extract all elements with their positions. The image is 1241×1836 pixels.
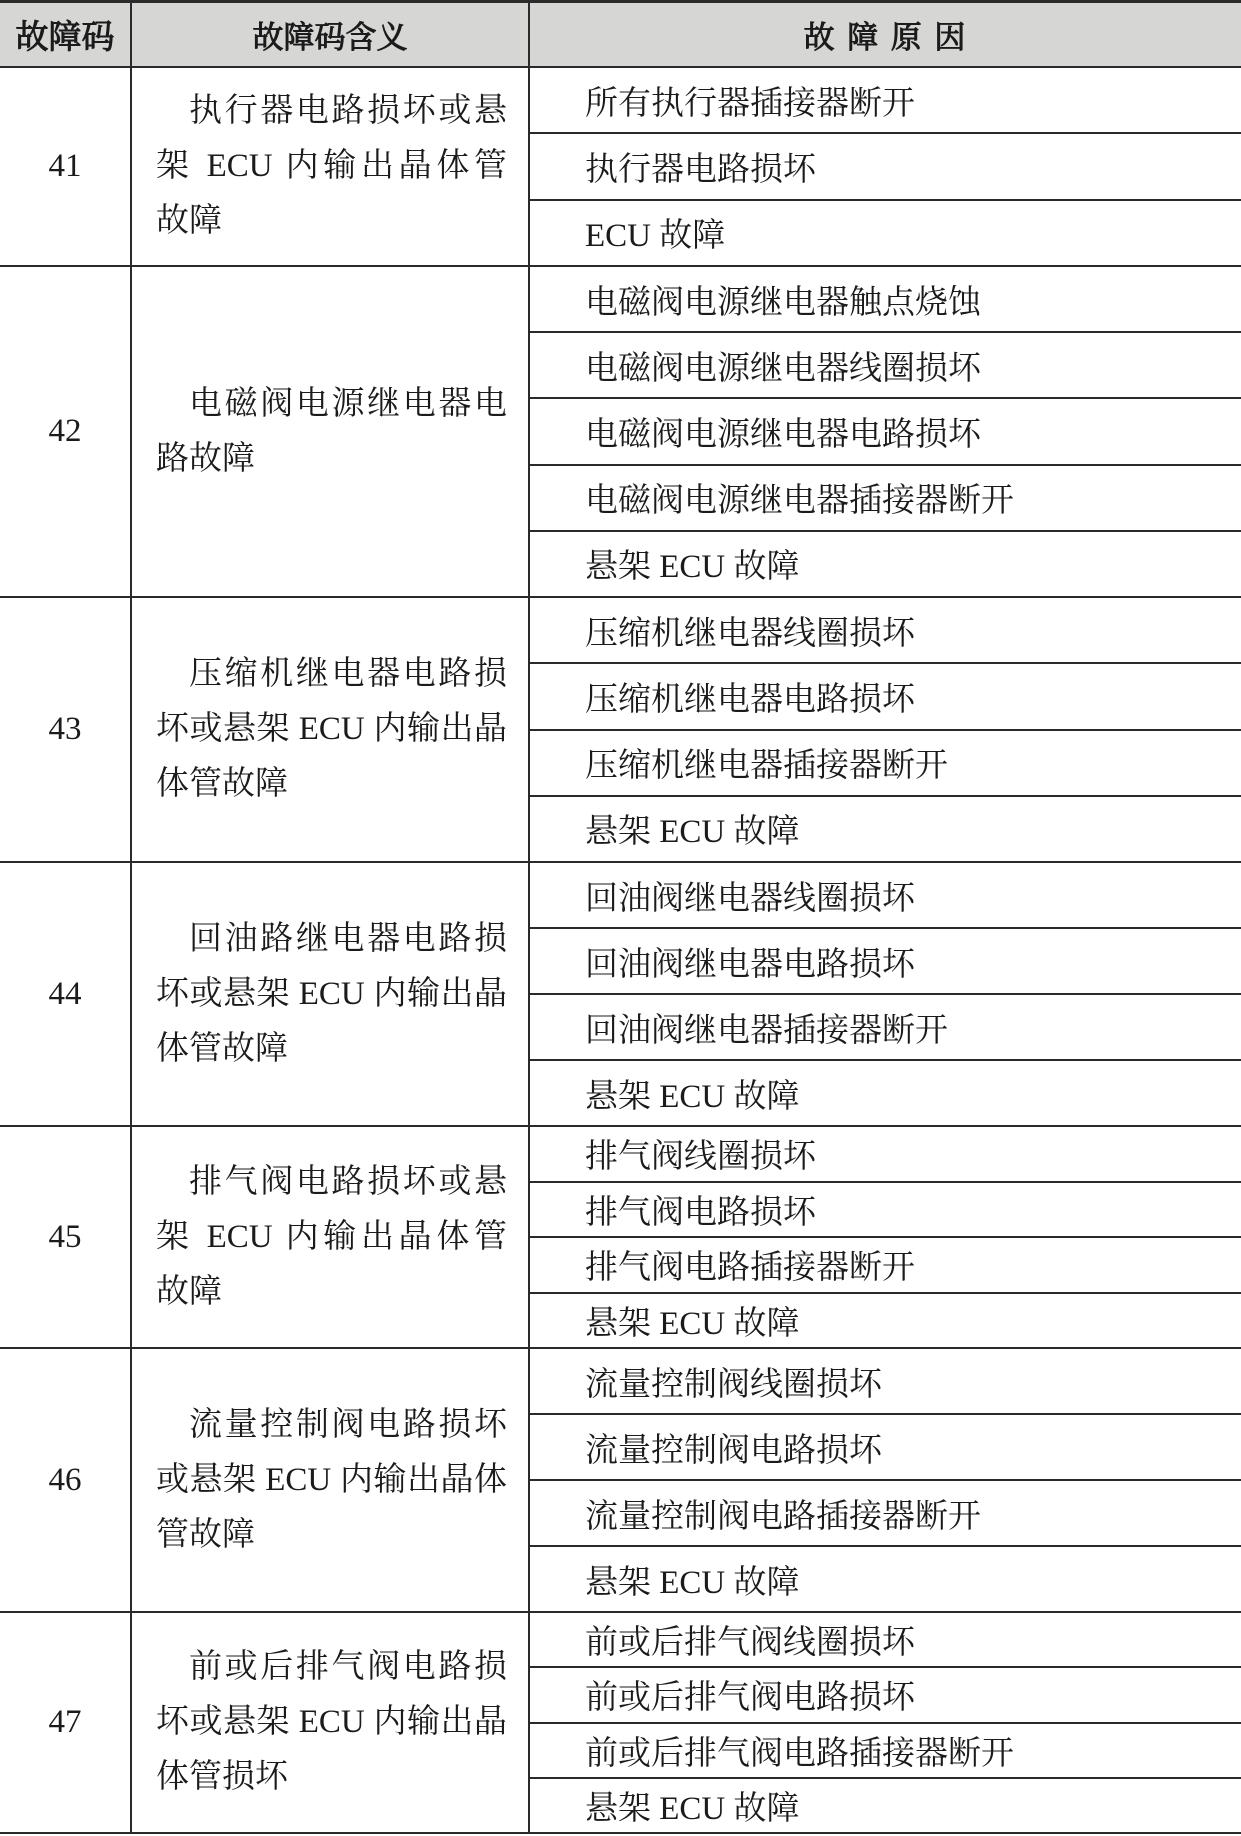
fault-cause-cell <box>530 201 1241 265</box>
fault-cause-cell <box>530 1547 1241 1611</box>
fault-meaning-line: 路故障 <box>156 440 255 477</box>
fault-cause: 回油阀继电器线圈损坏 <box>585 880 915 917</box>
fault-code-cell <box>0 68 132 265</box>
fault-cause-cell <box>530 731 1241 797</box>
fault-cause: 前或后排气阀电路插接器断开 <box>585 1735 1014 1772</box>
fault-cause: 流量控制阀电路插接器断开 <box>585 1498 981 1535</box>
header-fault-code-cell <box>0 3 132 66</box>
fault-cause-cell <box>530 929 1241 995</box>
fault-cause-cell <box>530 466 1241 532</box>
fault-meaning-line: 执行器电路损坏或悬 <box>189 93 507 129</box>
header-fault-meaning-cell <box>132 3 530 66</box>
fault-cause-cell <box>530 267 1241 333</box>
fault-code: 47 <box>48 1704 82 1740</box>
table-row <box>0 1349 1241 1613</box>
fault-cause: 前或后排气阀电路损坏 <box>585 1680 915 1717</box>
fault-cause-cell <box>530 134 1241 200</box>
fault-cause-cell <box>530 1481 1241 1547</box>
fault-cause: 所有执行器插接器断开 <box>585 85 915 122</box>
fault-meaning-line: 架 ECU 内输出晶体管 <box>156 148 507 184</box>
fault-cause-cell <box>530 1779 1241 1832</box>
fault-cause-cell <box>530 1294 1241 1348</box>
fault-cause-cell <box>530 532 1241 596</box>
fault-code: 42 <box>48 413 82 449</box>
fault-code: 43 <box>48 711 82 747</box>
fault-meaning <box>156 84 507 249</box>
fault-meaning <box>156 912 507 1077</box>
fault-cause: 悬架 ECU 故障 <box>585 1790 800 1827</box>
fault-meaning-line: 前或后排气阀电路损 <box>189 1649 507 1685</box>
fault-cause: 前或后排气阀线圈损坏 <box>585 1625 915 1662</box>
fault-causes <box>530 267 1241 596</box>
fault-meaning-cell <box>132 1127 530 1347</box>
fault-cause-cell <box>530 1183 1241 1239</box>
fault-cause-cell <box>530 399 1241 465</box>
fault-cause-cell <box>530 598 1241 664</box>
fault-meaning-line: 故障 <box>156 1273 222 1310</box>
fault-cause: 排气阀线圈损坏 <box>585 1139 816 1176</box>
fault-code: 45 <box>48 1218 82 1255</box>
fault-cause: ECU 故障 <box>585 218 726 255</box>
table-row <box>0 267 1241 598</box>
fault-meaning-cell <box>132 68 530 265</box>
header-fault-meaning-label: 故障码含义 <box>252 20 408 55</box>
fault-cause-cell <box>530 1127 1241 1183</box>
fault-meaning-line: 故障 <box>156 203 222 239</box>
fault-cause-cell <box>530 1349 1241 1415</box>
fault-meaning <box>156 377 507 487</box>
fault-causes <box>530 1349 1241 1611</box>
fault-cause-cell <box>530 68 1241 134</box>
fault-cause-cell <box>530 1613 1241 1668</box>
fault-meaning <box>156 647 507 812</box>
fault-cause: 执行器电路损坏 <box>585 151 816 188</box>
fault-cause-cell <box>530 333 1241 399</box>
fault-meaning-line: 坏或悬架 ECU 内输出晶 <box>156 711 507 747</box>
fault-meaning-line: 坏或悬架 ECU 内输出晶 <box>156 975 507 1012</box>
fault-cause-cell <box>530 1238 1241 1294</box>
table-row <box>0 68 1241 267</box>
fault-cause-cell <box>530 863 1241 929</box>
fault-code-cell <box>0 1613 132 1832</box>
fault-code: 44 <box>48 975 82 1012</box>
fault-cause: 压缩机继电器电路损坏 <box>585 681 915 718</box>
fault-causes <box>530 68 1241 265</box>
table-row <box>0 863 1241 1127</box>
fault-cause: 电磁阀电源继电器电路损坏 <box>585 417 981 453</box>
fault-meaning <box>156 1398 507 1563</box>
table-header-row <box>0 0 1241 68</box>
header-fault-cause-cell <box>530 3 1241 66</box>
fault-causes <box>530 1127 1241 1347</box>
fault-meaning-line: 回油路继电器电路损 <box>189 920 507 957</box>
fault-cause-cell <box>530 1061 1241 1125</box>
fault-code-cell <box>0 598 132 861</box>
fault-causes <box>530 1613 1241 1832</box>
fault-causes <box>530 598 1241 861</box>
fault-meaning-line: 体管故障 <box>156 766 288 802</box>
fault-cause: 悬架 ECU 故障 <box>585 814 800 851</box>
fault-code-cell <box>0 1349 132 1611</box>
fault-meaning-cell <box>132 1613 530 1832</box>
fault-code-cell <box>0 267 132 596</box>
fault-cause: 悬架 ECU 故障 <box>585 1564 800 1601</box>
fault-meaning-line: 压缩机继电器电路损 <box>189 656 507 692</box>
fault-meaning-line: 架 ECU 内输出晶体管 <box>156 1218 507 1255</box>
table-row <box>0 1127 1241 1349</box>
fault-cause: 压缩机继电器插接器断开 <box>585 748 948 785</box>
fault-cause-cell <box>530 995 1241 1061</box>
fault-meaning-line: 或悬架 ECU 内输出晶体 <box>156 1461 507 1498</box>
fault-meaning-line: 排气阀电路损坏或悬 <box>189 1163 507 1200</box>
fault-code-cell <box>0 863 132 1125</box>
fault-code: 46 <box>48 1461 82 1498</box>
fault-meaning-line: 坏或悬架 ECU 内输出晶 <box>156 1704 507 1740</box>
fault-meaning-cell <box>132 267 530 596</box>
fault-meaning-cell <box>132 1349 530 1611</box>
fault-cause: 电磁阀电源继电器插接器断开 <box>585 483 1014 520</box>
fault-causes <box>530 863 1241 1125</box>
fault-meaning-line: 流量控制阀电路损坏 <box>189 1406 507 1443</box>
fault-meaning-cell <box>132 863 530 1125</box>
header-fault-cause-label: 故 障 原 因 <box>803 20 968 55</box>
fault-meaning <box>156 1155 507 1320</box>
fault-meaning <box>156 1640 507 1805</box>
fault-meaning-line: 体管损坏 <box>156 1759 288 1795</box>
fault-cause: 排气阀电路损坏 <box>585 1194 816 1231</box>
fault-cause: 悬架 ECU 故障 <box>585 1078 800 1115</box>
fault-meaning-line: 体管故障 <box>156 1030 288 1067</box>
fault-cause-cell <box>530 664 1241 730</box>
fault-cause-cell <box>530 1415 1241 1481</box>
fault-cause: 回油阀继电器插接器断开 <box>585 1012 948 1049</box>
fault-cause: 悬架 ECU 故障 <box>585 1305 800 1342</box>
table-row <box>0 1613 1241 1834</box>
fault-cause: 回油阀继电器电路损坏 <box>585 946 915 983</box>
fault-cause: 流量控制阀电路损坏 <box>585 1432 882 1469</box>
header-fault-code-label: 故障码 <box>15 18 115 55</box>
fault-code: 41 <box>48 148 82 184</box>
fault-cause: 压缩机继电器线圈损坏 <box>585 615 915 652</box>
fault-cause: 电磁阀电源继电器触点烧蚀 <box>585 284 981 321</box>
fault-meaning-line: 电磁阀电源继电器电 <box>189 385 507 422</box>
fault-code-cell <box>0 1127 132 1347</box>
fault-cause-cell <box>530 797 1241 861</box>
fault-cause-cell <box>530 1724 1241 1779</box>
fault-cause-cell <box>530 1668 1241 1723</box>
fault-cause: 电磁阀电源继电器线圈损坏 <box>585 350 981 387</box>
fault-cause: 悬架 ECU 故障 <box>585 549 800 586</box>
fault-cause: 流量控制阀线圈损坏 <box>585 1366 882 1403</box>
fault-meaning-line: 管故障 <box>156 1516 255 1553</box>
fault-cause: 排气阀电路插接器断开 <box>585 1250 915 1287</box>
fault-meaning-cell <box>132 598 530 861</box>
table-row <box>0 598 1241 863</box>
